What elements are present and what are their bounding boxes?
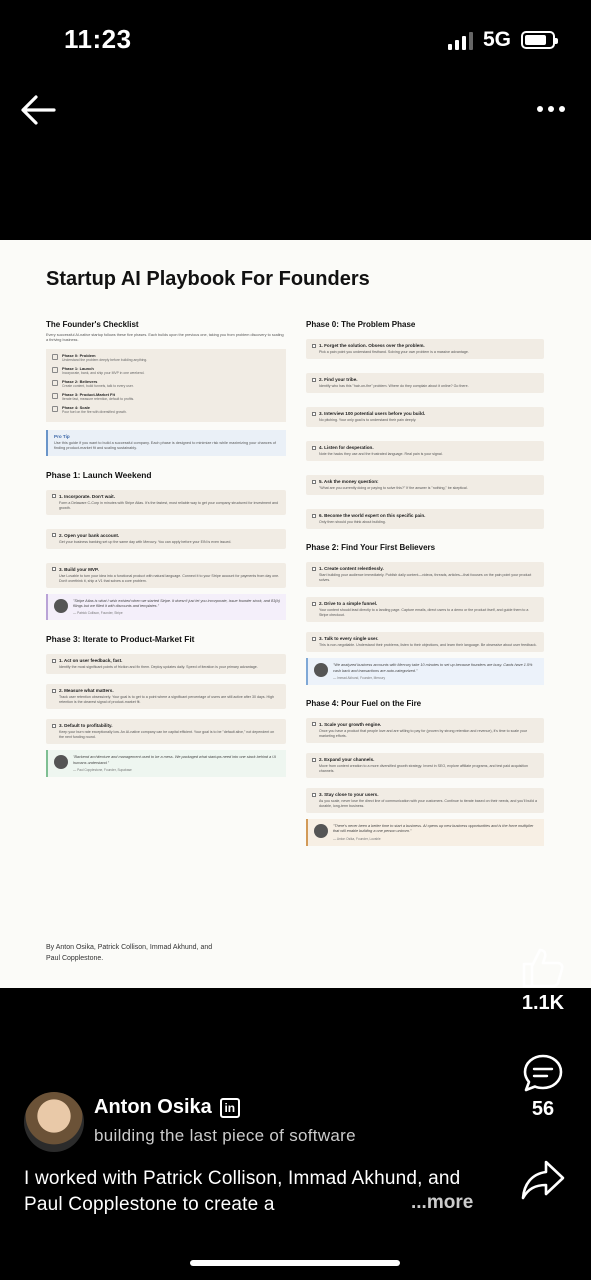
avatar (314, 663, 328, 677)
checklist-card: 6. Become the world expert on this specific pain. Only then should you think about building. (306, 509, 544, 529)
checklist-card: 2. Expand your channels. Move from content creation to a more diversified growth strategy. Invest in SEO, explore affiliate programs, and test paid acquisition channels. (306, 753, 544, 778)
list-item: Phase 2: Believers Create content, build funnels, talk to every user. (52, 379, 280, 388)
quote-box: "We analyzed business accounts with Mercury take 10 minutes to set up because founders are busy. Cards have 1.5% cash back and transactions are auto-categorized." — Immad Akhund, Founder, Mercury (306, 658, 544, 685)
status-time: 11:23 (64, 24, 132, 54)
checkbox-icon (52, 659, 56, 663)
phase4-title: Phase 4: Pour Fuel on the Fire (306, 698, 422, 708)
phase2-title: Phase 2: Find Your First Believers (306, 543, 436, 553)
checkbox-icon (312, 412, 316, 416)
phase1-title: Phase 1: Launch Weekend (46, 469, 152, 480)
checklist-card: 3. Interview 100 potential users before you build. No pitching. Your only goal is to understand their pain deeply. (306, 407, 544, 427)
status-indicators (448, 28, 555, 52)
post-caption[interactable]: I worked with Patrick Collison, Immad Akhund, and Paul Copplestone to create a (24, 1168, 461, 1215)
avatar (54, 755, 68, 769)
checkbox-icon (312, 446, 316, 450)
see-more-link[interactable]: ...more (411, 1192, 474, 1213)
comment-count: 56 (531, 1098, 555, 1120)
top-nav (0, 86, 591, 134)
thumbs-up-icon (520, 944, 566, 990)
quote-box: "Backend architecture and management used to be a mess. We packaged what startups need into one stack behind a UI humans understand." — Paul Copplestone, Founder, Supabase (46, 750, 286, 777)
comment-icon (521, 1052, 565, 1096)
checkbox-icon (312, 602, 316, 606)
checkbox-icon (52, 567, 56, 571)
checklist-card: 3. Default to profitability. Keep your burn rate exceptionally low. An AI-native company can be capital efficient. Your goal is to be "default alive," not dependent on the next funding round. (46, 719, 286, 744)
doc-left-column (46, 320, 286, 787)
checkbox-icon (52, 724, 56, 728)
list-item: Phase 3: Product-Market Fit Iterate fast, measure retention, default to profits. (52, 392, 280, 401)
like-count: 1.1K (521, 992, 565, 1014)
doc-right-column (306, 320, 544, 856)
battery-icon (521, 31, 555, 49)
linkedin-icon: in (220, 1098, 240, 1118)
checklist-title: The Founder's Checklist (46, 320, 139, 329)
share-icon (520, 1158, 566, 1202)
signal-icon (448, 30, 473, 50)
avatar[interactable] (24, 1092, 84, 1152)
doc-title: Startup AI Playbook For Founders (46, 268, 370, 290)
checklist-card: 1. Scale your growth engine. Once you have a product that people love and are willing to pay for (proven by strong retention and revenue), it's time to scale your marketing efforts. (306, 718, 544, 743)
phase-list (46, 349, 286, 422)
checklist-card: 2. Measure what matters. Track user retention obsessively. Your goal is to get to a point where a significant percentage of users are still active after 30 days. High retention is the clearest signal of product-market fit. (46, 684, 286, 709)
share-button[interactable] (513, 1158, 573, 1202)
doc-authors: By Anton Osika, Patrick Collison, Immad Akhund, and Paul Copplestone. (46, 944, 213, 962)
checklist-card: 1. Incorporate. Don't wait. Form a Delaware C-Corp in minutes with Stripe Atlas. It's the fastest, most reliable way to get your company structured for investment and growth. (46, 490, 286, 515)
pro-tip-box: Pro Tip Use this guide if you want to build a successful company. Each phase is designed to minimize risk while maximizing your chances of finding product-market fit and scaling sustainably. (46, 430, 286, 455)
status-bar (0, 0, 591, 80)
checkbox-icon (312, 344, 316, 348)
checklist-card: 2. Find your tribe. Identify who has this "hair-on-fire" problem. Where do they complain about it online? Go there. (306, 373, 544, 393)
checkbox-icon (52, 689, 56, 693)
checklist-card: 4. Listen for desperation. Note the hacks they use and the frustrated language. Real pain is your signal. (306, 441, 544, 461)
list-item: Phase 1: Launch Incorporate, bank, and ship your MVP in one weekend. (52, 366, 280, 375)
checklist-card: 3. Stay close to your users. As you scale, never lose the direct line of communication with your customers. Continue to iterate based on their needs, and you'll build a durable, long-term business. (306, 788, 544, 813)
quote-box: "Stripe Atlas is what I wish existed when we started Stripe. It doesn't just let you incorporate, issue founder stock, and 83(b) filings but we filled it with discounts and templates." — Patrick Collison, Founder, Stripe (46, 594, 286, 621)
author-headline: building the last piece of software (94, 1126, 356, 1145)
checklist-card: 2. Drive to a simple funnel. Your content should lead directly to a landing page. Capture emails, direct users to a demo or the product itself, and guide them to a Stripe checkout. (306, 597, 544, 622)
checkbox-icon (312, 793, 316, 797)
more-options-button[interactable] (531, 96, 571, 122)
post-author[interactable] (24, 1090, 484, 1154)
checklist-card: 3. Talk to every single user. This is non-negotiable. Understand their problems, listen to their objections, and learn their language. Be obsessive about user feedback. (306, 632, 544, 652)
network-type: 5G (482, 28, 511, 51)
checklist-card: 2. Open your bank account. Get your business banking set up the same day with Mercury. You can apply before your EIN is even issued. (46, 529, 286, 549)
list-item: Phase 4: Scale Pour fuel on the fire with diversified growth. (52, 405, 280, 414)
checklist-card: 1. Create content relentlessly. Start building your audience immediately. Publish daily content—videos, threads, articles—that focuses on the pain point your product solves. (306, 562, 544, 587)
checklist-card: 3. Build your MVP. Use Lovable to turn your idea into a functional product with natural language. Connect it to your Stripe account for payments from day one. Don't overthink it, ship a V1 that solves a core problem. (46, 563, 286, 588)
checklist-card: 5. Ask the money question: "What are you currently doing or paying to solve this?" If the answer is "nothing," be skeptical. (306, 475, 544, 495)
home-indicator[interactable] (190, 1260, 400, 1266)
checkbox-icon (312, 637, 316, 641)
arrow-left-icon (18, 92, 58, 128)
checkbox-icon (312, 567, 316, 571)
like-button[interactable] (513, 944, 573, 1015)
checklist-intro: Every successful AI-native startup follows these five phases. Each builds upon the previous one, taking you from problem discovery to scaling a thriving business. (46, 333, 284, 343)
checkbox-icon (312, 758, 316, 762)
checkbox-icon (52, 494, 56, 498)
back-button[interactable] (18, 92, 58, 128)
checkbox-icon (312, 378, 316, 382)
phase0-title: Phase 0: The Problem Phase (306, 320, 416, 329)
checklist-card: 1. Forget the solution. Obsess over the problem. Pick a pain point you understand firsthand. Solving your own problem is a massive advantage. (306, 339, 544, 359)
avatar (54, 599, 68, 613)
checkbox-icon (312, 514, 316, 518)
avatar (314, 824, 328, 838)
checkbox-icon (312, 722, 316, 726)
quote-box: "There's never been a better time to start a business. AI opens up new business opportunities and is the force multiplier that will enable building a one person unicorn." — Anton Osika, Founder, Lovable (306, 819, 544, 846)
list-item: Phase 0: Problem Understand the problem deeply before building anything. (52, 353, 280, 362)
post-image-document[interactable] (0, 240, 591, 988)
comment-button[interactable] (513, 1052, 573, 1121)
checklist-card: 1. Act on user feedback, fast. Identify the most significant points of friction and fix them. Deploy updates daily. Speed of iteration is your primary advantage. (46, 654, 286, 674)
phase3-title: Phase 3: Iterate to Product-Market Fit (46, 634, 195, 645)
checkbox-icon (312, 480, 316, 484)
author-name[interactable]: Anton Osika in (94, 1096, 240, 1119)
checkbox-icon (52, 533, 56, 537)
